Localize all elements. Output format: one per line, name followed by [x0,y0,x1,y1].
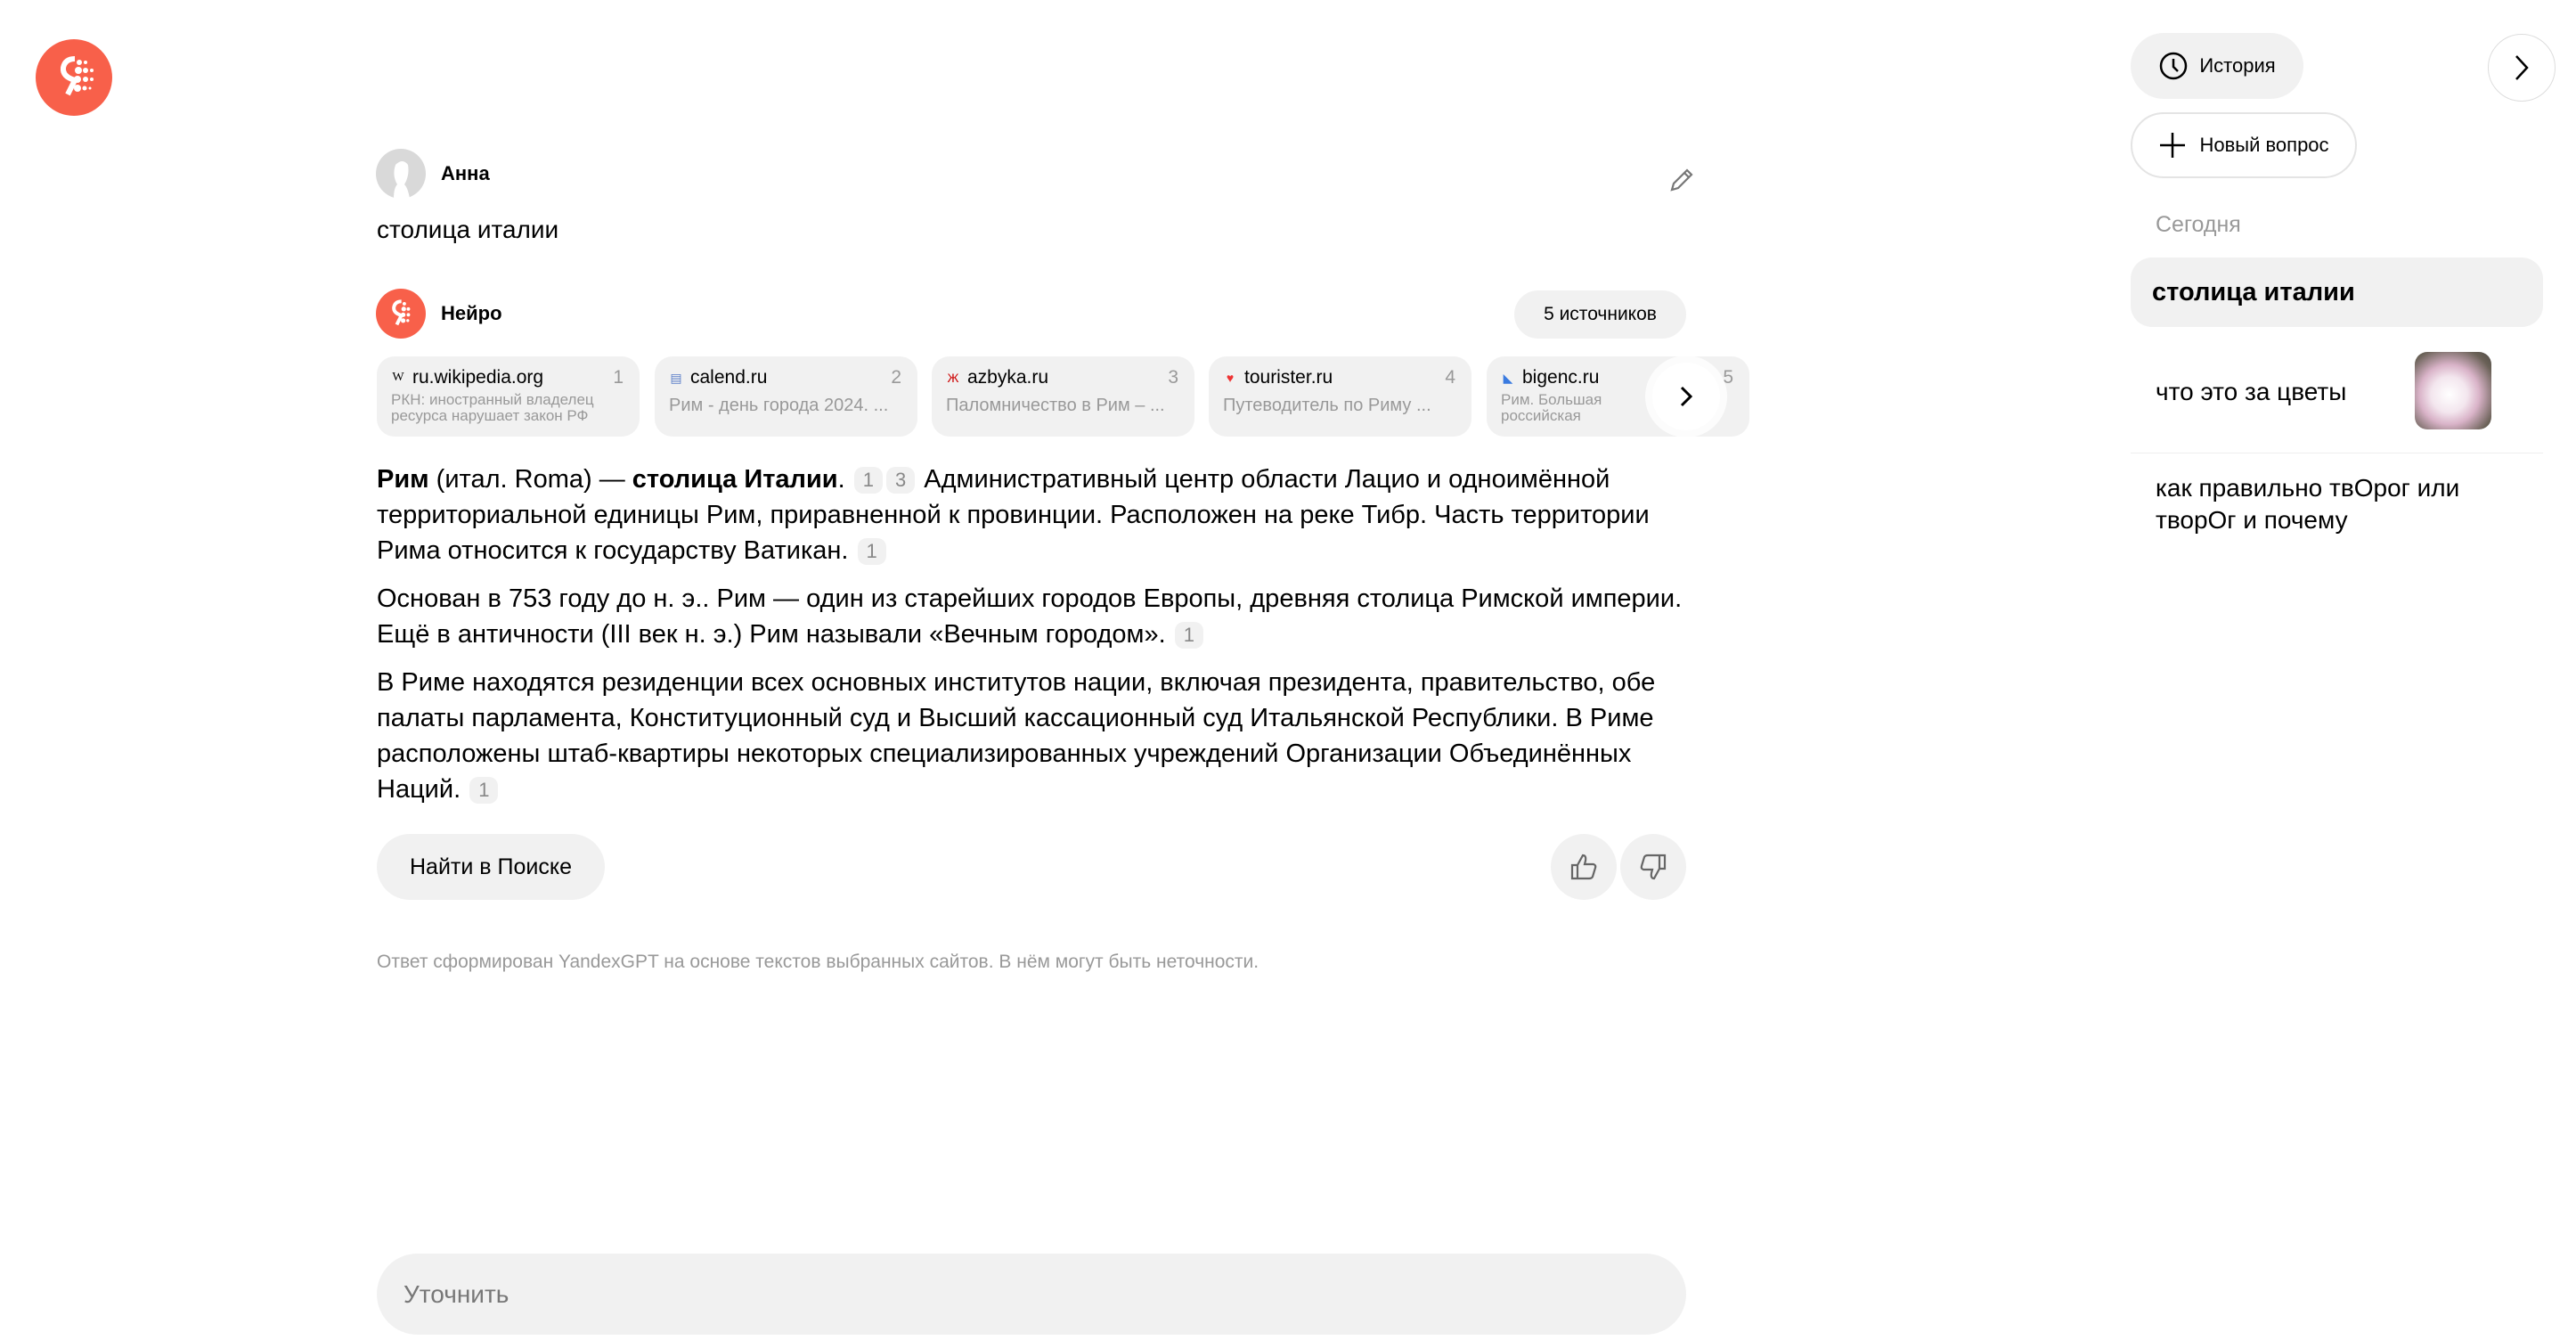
plus-icon [2158,131,2187,159]
thumbs-up-icon [1568,851,1600,883]
wikipedia-icon: W [392,371,404,384]
source-domain: ru.wikipedia.org [412,367,544,388]
yandex-neiro-logo[interactable] [36,39,112,116]
refine-placeholder: Уточнить [404,1279,509,1308]
section-today: Сегодня [2156,212,2241,237]
citation[interactable]: 3 [886,467,915,494]
user-query: столица италии [377,216,559,243]
source-number: 3 [1168,367,1178,388]
new-question-button[interactable] [2131,112,2357,178]
source-snippet: Паломничество в Рим – ... [946,396,1165,415]
source-domain: bigenc.ru [1522,367,1600,388]
answer-text: Рим (итал. Roma) — столица Италии. 1 3 Административный центр области Лацио и одноимённой территориальной единицы Рим, приравненной к провинции. Расположен на реке Тибр. Часть территории Рима относится к государству Ватикан. 1 Основан в 753 году до н. э.. Рим — один из старейших городов Европы, древняя столица Римской империи. Ещё в античности (III век н. э.) Рим называли «Вечным городом». 1 В Риме находятся резиденции всех основных институтов нации, включая президента, правительство, обе палаты парламента, Конституционный суд и Высший кассационный суд Итальянской Республики. В Риме расположены штаб-квартиры некоторых специализированных учреждений Организации Объединённых Наций. 1 [377,465,1683,804]
thumbs-down-icon [1637,851,1669,883]
citation[interactable]: 1 [858,538,886,565]
flowers-thumbnail [2415,352,2491,429]
azbyka-icon: Ж [947,371,959,385]
citation[interactable]: 1 [1175,622,1203,649]
source-snippet: Рим - день города 2024. ... [669,396,889,415]
history-label: История [2199,54,2276,77]
source-snippet: Рим. Большая российская [1501,391,1602,424]
source-snippet: РКН: иностранный владелец ресурса нарушает закон РФ [391,391,594,424]
disclaimer: Ответ сформирован YandexGPT на основе текстов выбранных сайтов. В нём могут быть неточности. [377,952,1259,972]
source-domain: azbyka.ru [967,367,1049,388]
source-number: 5 [1723,367,1733,388]
balloon-icon: ♥ [1226,371,1235,385]
sources-next-button[interactable] [1652,363,1720,430]
chevron-right-icon [1675,383,1697,410]
new-question-label: Новый вопрос [2199,134,2329,156]
chevron-right-icon [2511,53,2532,83]
calendar-icon: ▤ [670,371,682,385]
history-button[interactable] [2131,33,2303,99]
source-domain: tourister.ru [1244,367,1333,388]
like-button[interactable] [1551,834,1617,900]
edit-icon[interactable] [1667,166,1696,199]
source-domain: calend.ru [690,367,768,388]
source-number: 1 [613,367,624,388]
citation[interactable]: 1 [854,467,883,494]
refine-input[interactable] [377,1254,1686,1335]
source-card[interactable] [655,356,917,437]
find-in-search-button[interactable]: Найти в Поиске [377,834,605,900]
collapse-sidebar-button[interactable] [2488,34,2556,102]
citation[interactable]: 1 [469,777,498,804]
neiro-avatar [376,289,426,339]
source-number: 4 [1445,367,1455,388]
history-item[interactable]: как правильно твОрог или творОг и почему [2156,474,2460,534]
source-card[interactable] [1209,356,1471,437]
assistant-name: Нейро [441,302,502,324]
source-card[interactable] [377,356,640,437]
history-item[interactable]: что это за цветы [2156,378,2347,405]
clock-icon [2158,51,2189,81]
dislike-button[interactable] [1620,834,1686,900]
source-number: 2 [891,367,901,388]
source-card[interactable] [932,356,1194,437]
user-name: Анна [441,162,490,184]
source-snippet: Путеводитель по Риму ... [1223,396,1431,415]
sources-button[interactable]: 5 источников [1514,290,1686,339]
user-avatar [376,149,426,199]
sources-carousel [377,356,1733,438]
history-item-active[interactable]: столица италии [2131,257,2543,327]
bigenc-icon: ◣ [1503,371,1513,385]
